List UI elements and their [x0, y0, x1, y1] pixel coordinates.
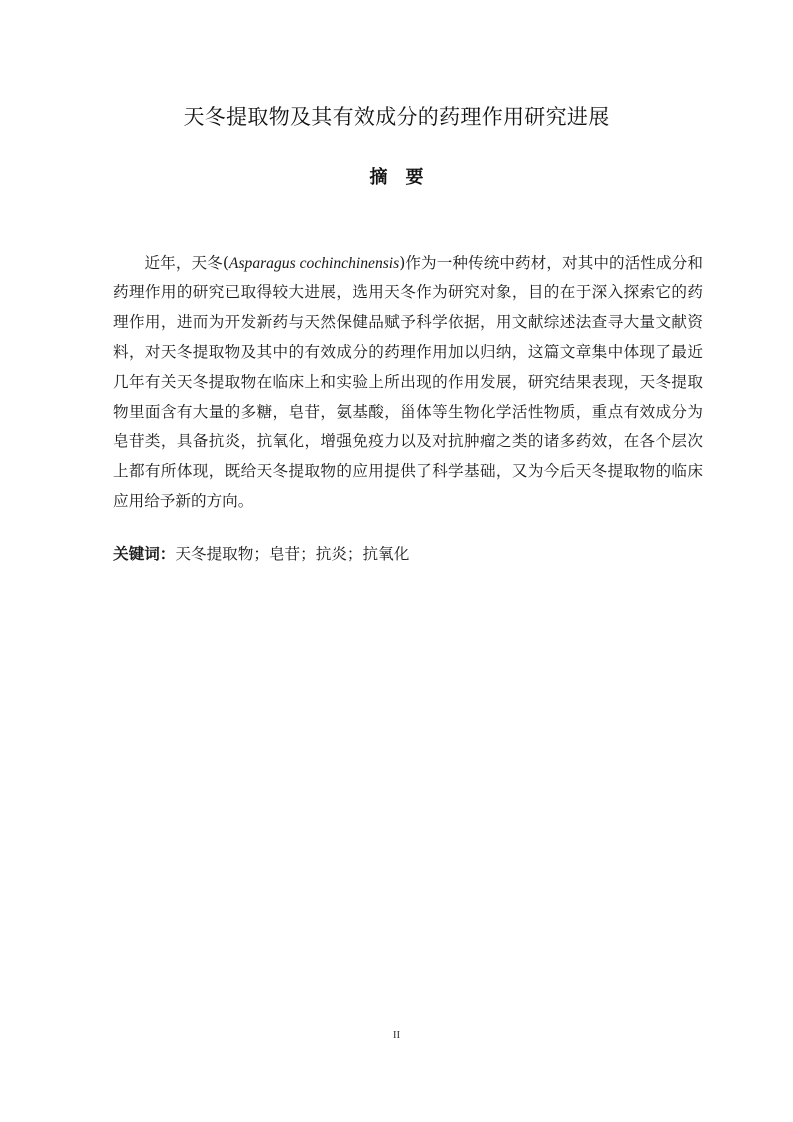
- abstract-heading-char-2: 要: [405, 167, 424, 188]
- page-number: II: [392, 1029, 401, 1041]
- abstract-paragraph: [113, 249, 703, 517]
- keywords-line: [113, 542, 703, 566]
- abstract-text-part-2: )作为一种传统中药材，对其中的活性成分和药理作用的研究已取得较大进展，选用天冬作为研究对象，目的在于深入探索它的药理作用，进而为开发新药与天然保健品赋予科学依据，用文献综述法查寻大量文献资料，对天冬提取物及其中的有效成分的药理作用加以归纳，这篇文章集中体现了最近几年有关天冬提取物在临床上和实验上所出现的作用发展，研究结果表现，天冬提取物里面含有大量的多糖，皂苷，氨基酸，甾体等生物化学活性物质，重点有效成分为皂苷类，具备抗炎，抗氧化，增强免疫力以及对抗肿瘤之类的诸多药效，在各个层次上都有所体现，既给天冬提取物的应用提供了科学基础，又为今后天冬提取物的临床应用给予新的方向。: [113, 253, 703, 510]
- paper-title: 天冬提取物及其有效成分的药理作用研究进展: [183, 105, 610, 129]
- species-latin-name: Asparagus cochinchinensis: [228, 254, 400, 272]
- abstract-heading: [0, 166, 793, 190]
- abstract-text-part-1: 近年，天冬(: [144, 253, 229, 272]
- keywords-value: 天冬提取物；皂苷；抗炎；抗氧化: [175, 545, 410, 563]
- abstract-heading-char-1: 摘: [369, 167, 388, 188]
- keywords-label: 关键词：: [113, 545, 176, 563]
